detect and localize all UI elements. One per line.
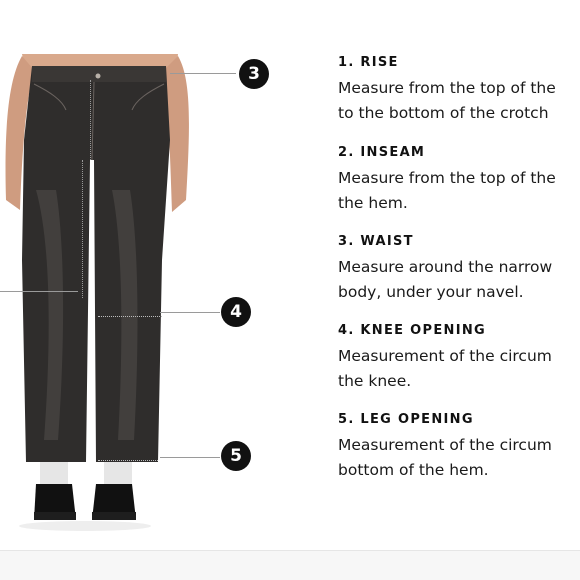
measurement-title: 3. WAIST: [338, 234, 414, 249]
description-line: Measure around the narrow: [338, 258, 553, 276]
measurement-description: [338, 344, 580, 394]
badge-waist: 3: [239, 59, 269, 89]
measurement-description: [338, 255, 580, 305]
description-line: to the bottom of the crotch: [338, 104, 549, 122]
description-line: the knee.: [338, 372, 412, 390]
measurement-knee-opening: [338, 322, 580, 394]
waist-guide-line: [170, 73, 236, 74]
badge-leg-opening: 5: [221, 441, 251, 471]
hem-circumference-line: [98, 460, 158, 461]
measurement-rise: [338, 54, 580, 126]
measurement-leg-opening: [338, 411, 580, 483]
description-line: Measurement of the circum: [338, 347, 552, 365]
inseam-guide-line: [0, 291, 78, 292]
description-line: bottom of the hem.: [338, 461, 489, 479]
badge-knee-opening: 4: [221, 297, 251, 327]
footer-strip: [0, 551, 580, 580]
measurement-title: 1. RISE: [338, 55, 399, 70]
description-line: the hem.: [338, 194, 408, 212]
measurement-waist: [338, 233, 580, 305]
measurement-title: 2. INSEAM: [338, 145, 426, 160]
rise-guide-line: [82, 160, 84, 298]
leg-guide-line: [160, 457, 220, 458]
description-line: Measurement of the circum: [338, 436, 552, 454]
measurement-description: [338, 433, 580, 483]
description-line: body, under your navel.: [338, 283, 524, 301]
knee-guide-line: [160, 312, 220, 313]
measurement-description: [338, 76, 580, 126]
measurement-title: 4. KNEE OPENING: [338, 323, 486, 338]
description-line: Measure from the top of the: [338, 79, 556, 97]
measurement-inseam: [338, 144, 580, 216]
rise-upper-guide-line: [90, 80, 92, 160]
measurement-title: 5. LEG OPENING: [338, 412, 474, 427]
measurement-description: [338, 166, 580, 216]
knee-circumference-line: [98, 316, 162, 317]
description-line: Measure from the top of the: [338, 169, 556, 187]
